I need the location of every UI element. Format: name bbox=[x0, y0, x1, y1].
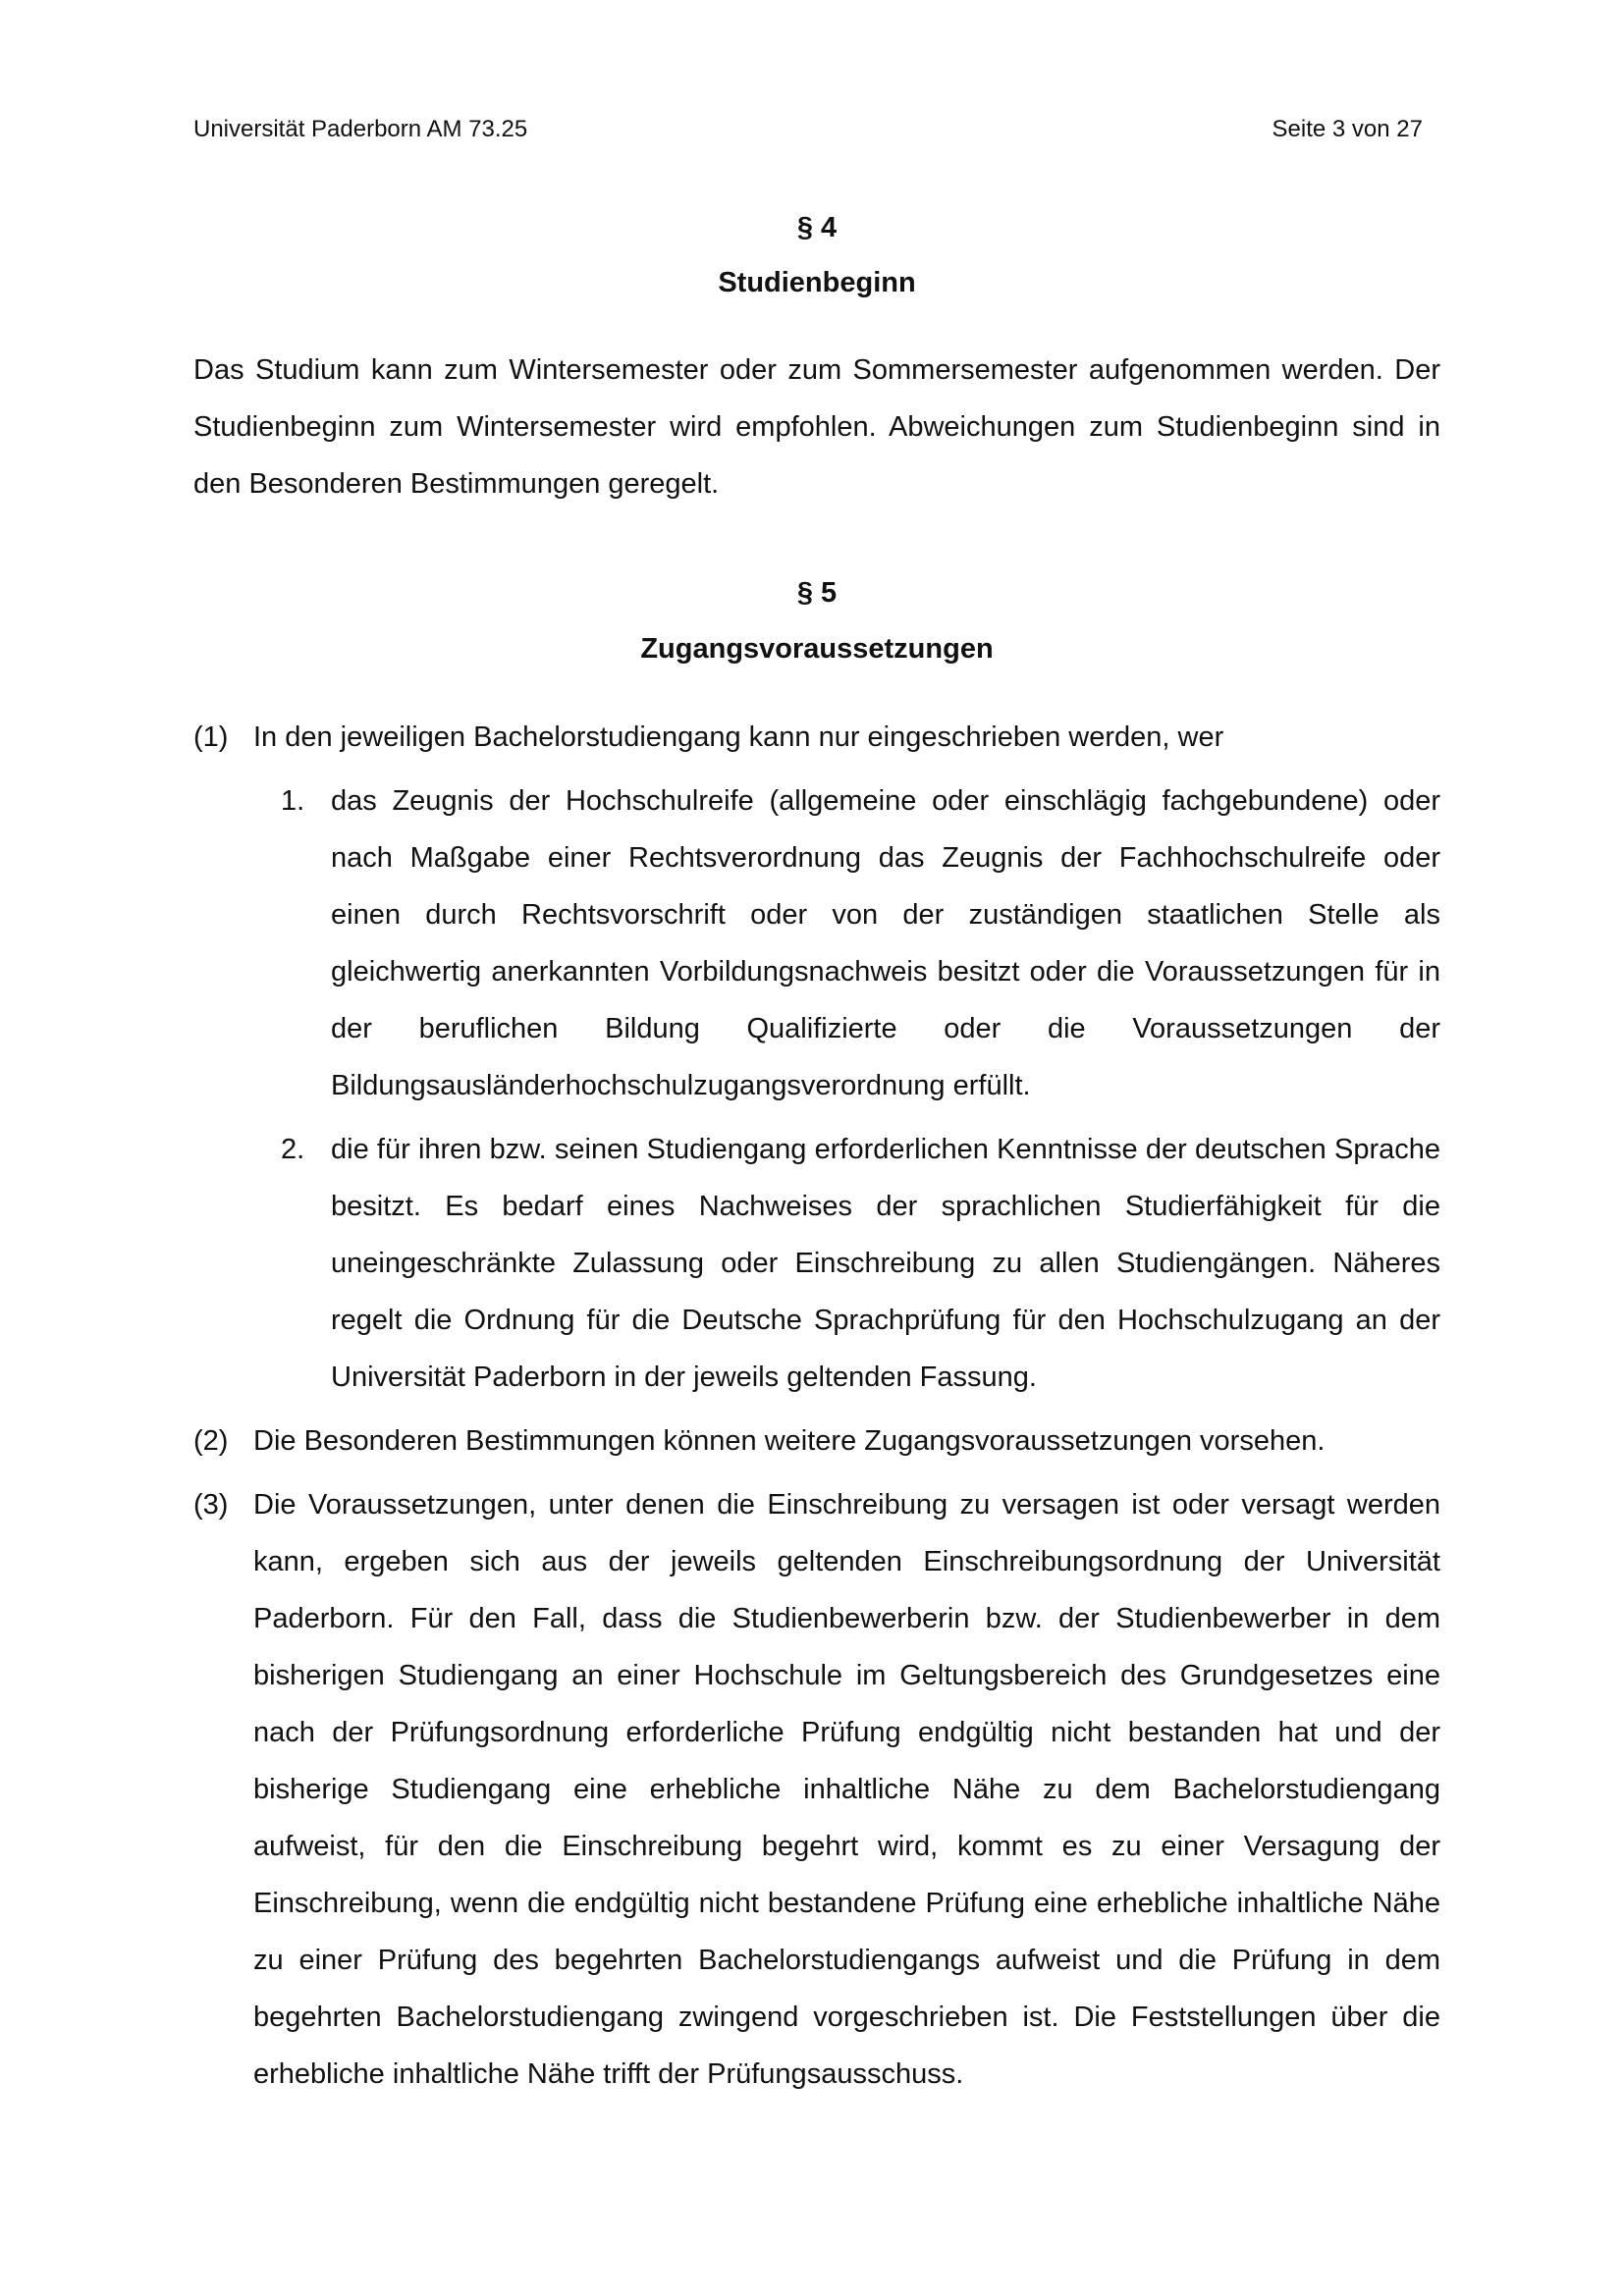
section-4-title: Studienbeginn bbox=[718, 267, 916, 298]
paragraph-1-label: (1) bbox=[193, 721, 229, 753]
section-4-number: § 4 bbox=[796, 212, 838, 243]
subitem-2-label: 2. bbox=[281, 1134, 305, 1165]
section-5-title: Zugangsvoraussetzungen bbox=[640, 633, 994, 665]
page-header bbox=[193, 116, 1423, 143]
paragraph-3-text: Die Voraussetzungen, unter denen die Einschreibung zu versagen ist oder versagt werden kann, ergeben sich aus der jeweils geltenden Einschreibungsordnung der Universität Paderborn. Für den Fall, dass die Studienbewerberin bzw. der Studienbewerber in dem bisherigen Studiengang an einer Hochschule im Geltungsbereich des Grundgesetzes eine nach der Prüfungsordnung erforderliche Prüfung endgültig nicht bestanden hat und der bisherige Studiengang eine erhebliche inhaltliche Nähe zu dem Bachelorstudiengang aufweist, für den die Einschreibung begehrt wird, kommt es zu einer Versagung der Einschreibung, wenn die endgültig nicht bestandene Prüfung eine erhebliche inhaltliche Nähe zu einer Prüfung des begehrten Bachelorstudiengangs aufweist und die Prüfung in dem begehrten Bachelorstudiengang zwingend vorgeschrieben ist. Die Feststellungen über die erhebliche inhaltliche Nähe trifft der Prüfungsausschuss. bbox=[253, 1489, 1440, 2090]
section-5-number: § 5 bbox=[796, 577, 838, 609]
paragraph-1-text: In den jeweiligen Bachelorstudiengang kann nur eingeschrieben werden, wer bbox=[253, 721, 1224, 753]
page-number: Seite 3 von 27 bbox=[1272, 116, 1423, 142]
subitem-1-text: das Zeugnis der Hochschulreife (allgemeine oder einschlägig fachgebundene) oder nach Maßgabe einer Rechtsverordnung das Zeugnis der Fachhochschulreife oder einen durch Rechtsvorschrift oder von der zuständigen staatlichen Stelle als gleichwertig anerkannten Vorbildungsnachweis besitzt oder die Voraussetzungen für in der beruflichen Bildung Qualifizierte oder die Voraussetzungen der Bildungsausländerhochschulzugangsverordnung erfüllt. bbox=[331, 785, 1440, 1101]
paragraph-3-label: (3) bbox=[193, 1489, 229, 1521]
paragraph-2-label: (2) bbox=[193, 1425, 229, 1457]
section-4-text: Das Studium kann zum Wintersemester oder zum Sommersemester aufgenommen werden. Der Studienbeginn zum Wintersemester wird empfohlen. Abweichungen zum Studienbeginn sind in den Besonderen Bestimmungen geregelt. bbox=[193, 354, 1440, 500]
document-reference: Universität Paderborn AM 73.25 bbox=[193, 116, 528, 142]
paragraph-2-text: Die Besonderen Bestimmungen können weitere Zugangsvoraussetzungen vorsehen. bbox=[253, 1425, 1326, 1457]
subitem-1-label: 1. bbox=[281, 785, 305, 817]
subitem-2-text: die für ihren bzw. seinen Studiengang erforderlichen Kenntnisse der deutschen Sprache besitzt. Es bedarf eines Nachweises der sprachlichen Studierfähigkeit für die uneingeschränkte Zulassung oder Einschreibung zu allen Studiengängen. Näheres regelt die Ordnung für die Deutsche Sprachprüfung für den Hochschulzugang an der Universität Paderborn in der jeweils geltenden Fassung. bbox=[331, 1134, 1440, 1393]
